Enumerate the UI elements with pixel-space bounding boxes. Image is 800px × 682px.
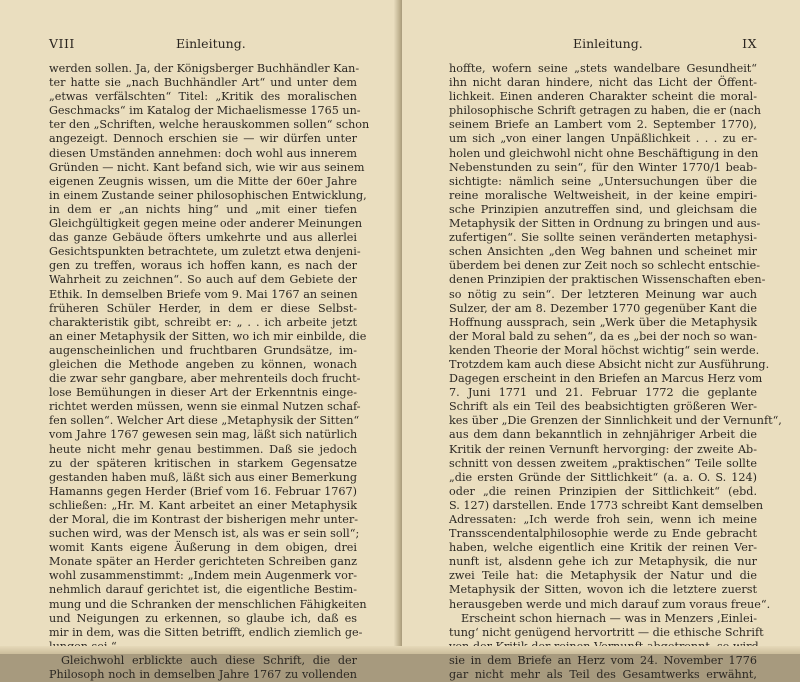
text-line: sie in dem Briefe an Herz vom 24. November 1776 bbox=[449, 653, 757, 667]
text-line: oder „die reinen Prinzipien der Sittlichkeit“ (ebd. bbox=[449, 484, 757, 498]
text-line: charakteristik gibt, schreibt er: „ . . ich arbeite jetzt bbox=[49, 315, 357, 329]
text-line: herausgeben werde und mich darauf zum voraus freue“. bbox=[449, 597, 771, 611]
text-line: ihn nicht daran hindere, nicht das Licht der Öffent- bbox=[449, 76, 757, 90]
text-line: heute nicht mehr genau bestimmen. Daß sie jedoch bbox=[49, 442, 357, 456]
text-line: sche Prinzipien anzutreffen sind, und gleichsam die bbox=[449, 202, 757, 216]
text-line: kes über „Die Grenzen der Sinnlichkeit und der Vernunft“, bbox=[449, 414, 782, 428]
text-line: Adressaten: „Ich werde froh sein, wenn ich meine bbox=[449, 513, 757, 526]
left-page-number: VIII bbox=[49, 36, 75, 51]
text-line: lose Bemühungen in dieser Art der Erkenntnis einge- bbox=[49, 386, 357, 400]
text-line: an einer Metaphysik der Sitten, wo ich mir einbilde, die bbox=[49, 329, 367, 343]
text-line: eigenen Zeugnis wissen, um die Mitte der 60er Jahre bbox=[49, 174, 357, 188]
text-line: Kritik der reinen Vernunft hervorging: der zweite Ab- bbox=[449, 442, 757, 456]
text-line: Gründen — nicht. Kant befand sich, wie wir aus seinem bbox=[49, 160, 365, 174]
text-line: früheren Schüler Herder, in dem er diese Selbst- bbox=[49, 301, 357, 315]
text-line: nunft ist, alsdenn gehe ich zur Metaphysik, die nur bbox=[449, 555, 757, 569]
right-page-body bbox=[449, 62, 782, 682]
text-line: in einem Zustande seiner philosophischen Entwicklung, bbox=[49, 188, 367, 202]
text-line: ter den „Schriften, welche herauskommen sollen“ schon bbox=[49, 118, 370, 132]
text-line: 7. Juni 1771 und 21. Februar 1772 die geplante bbox=[449, 386, 757, 400]
text-line: Erscheint schon hiernach — was in Menzers ‚Einlei- bbox=[461, 611, 757, 625]
left-page bbox=[0, 0, 398, 682]
text-line: lichkeit. Einen anderen Charakter scheint die moral- bbox=[449, 90, 757, 104]
text-line: haben, welche eigentlich eine Kritik der reinen Ver- bbox=[449, 541, 757, 555]
text-line: zufertigen“. Sie sollte seinen veränderten metaphysi- bbox=[449, 231, 757, 245]
text-line: kenden Theorie der Moral höchst wichtig“ sein werde. bbox=[449, 343, 760, 357]
text-line: das ganze Gebäude öfters umkehrte und aus allerlei bbox=[49, 231, 357, 245]
text-line: mir in dem, was die Sitten betrifft, endlich ziemlich ge- bbox=[49, 625, 363, 639]
text-line: Gesichtspunkten betrachtete, um zuletzt etwa denjeni- bbox=[49, 245, 361, 259]
text-line: schnitt von dessen zweitem „praktischen“ Teile sollte bbox=[449, 456, 757, 470]
text-line: augenscheinlichen und fruchtbaren Grundsätze, im- bbox=[49, 343, 357, 357]
left-page-header bbox=[49, 36, 357, 52]
text-line: gen zu treffen, woraus ich hoffen kann, es nach der bbox=[49, 259, 357, 273]
text-line: hoffte, wofern seine „stets wandelbare Gesundheit“ bbox=[449, 62, 757, 75]
text-line: suchen wird, was der Mensch ist, als was er sein soll“; bbox=[49, 527, 360, 541]
text-line: der Moral bald zu sehen“, da es „bei der noch so wan- bbox=[449, 329, 757, 343]
text-line: Monate später an Herder gerichteten Schreiben ganz bbox=[49, 555, 357, 569]
text-line: überdem bei denen zur Zeit noch so schlecht entschie- bbox=[449, 259, 761, 273]
text-line: Ethik. In demselben Briefe vom 9. Mai 1767 an seinen bbox=[49, 287, 358, 301]
text-line: so nötig zu sein“. Der letzteren Meinung war auch bbox=[449, 287, 757, 301]
right-page bbox=[402, 0, 800, 682]
text-line: Philosoph noch in demselben Jahre 1767 zu vollenden bbox=[49, 668, 357, 682]
text-line: „etwas verfälschten“ Titel: „Kritik des moralischen bbox=[49, 90, 357, 104]
text-line: Wahrheit zu zeichnen“. So auch auf dem Gebiete der bbox=[49, 273, 357, 287]
text-line: werden sollen. Ja, der Königsberger Buchhändler Kan- bbox=[49, 62, 360, 75]
text-line: ter hatte sie „nach Buchhändler Art“ und unter dem bbox=[49, 76, 357, 90]
text-line: Hoffnung aussprach, sein „Werk über die Metaphysik bbox=[449, 315, 757, 329]
right-running-head: Einleitung. bbox=[573, 36, 643, 51]
text-line: schließen: „Hr. M. Kant arbeitet an einer Metaphysik bbox=[49, 498, 357, 512]
text-line: gar nicht mehr als Teil des Gesamtwerks erwähnt, bbox=[449, 668, 757, 682]
text-line: Metaphysik der Sitten, wovon ich die letztere zuerst bbox=[449, 583, 757, 597]
text-line: gestanden haben muß, läßt sich aus einer Bemerkung bbox=[49, 470, 357, 484]
left-page-body bbox=[49, 62, 370, 682]
text-line: zu der späteren kritischen in starkem Gegensatze bbox=[49, 456, 357, 470]
text-line: gleichen die Methode angeben zu können, wonach bbox=[49, 357, 357, 371]
text-line: aus dem dann bekanntlich in zehnjähriger Arbeit die bbox=[449, 428, 757, 442]
text-line: reine moralische Weltweisheit, in der keine empiri- bbox=[449, 188, 757, 202]
text-line: schen Ansichten „den Weg bahnen und scheinet mir bbox=[449, 245, 757, 259]
right-page-header bbox=[449, 36, 757, 52]
text-line: der Moral, die im Kontrast der bisherigen mehr unter- bbox=[49, 513, 359, 526]
text-line: womit Kants eigene Äußerung in dem obigen, drei bbox=[49, 541, 357, 555]
text-line: Gleichgültigkeit gegen meine oder anderer Meinungen bbox=[49, 217, 363, 231]
text-line: Transscendentalphilosophie werde zu Ende gebracht bbox=[449, 527, 757, 541]
text-line: diesen Umständen annehmen: doch wohl aus innerem bbox=[49, 146, 357, 160]
text-line: Hamanns gegen Herder (Brief vom 16. Februar 1767) bbox=[49, 484, 357, 498]
text-line: angezeigt. Dennoch erschien sie — wir dürfen unter bbox=[49, 132, 357, 146]
text-line: S. 127) darstellen. Ende 1773 schreibt Kant demselben bbox=[449, 498, 764, 512]
text-line: fen sollen“. Welcher Art diese „Metaphysik der Sitten“ bbox=[49, 414, 360, 428]
text-line: in dem er „an nichts hing“ und „mit einer tiefen bbox=[49, 202, 357, 216]
text-line: Trotzdem kam auch diese Absicht nicht zur Ausführung. bbox=[449, 357, 770, 371]
text-line: Sulzer, der am 8. Dezember 1770 gegenüber Kant die bbox=[449, 301, 757, 315]
text-line: philosophische Schrift getragen zu haben, die er (nach bbox=[449, 104, 761, 118]
text-line: „die ersten Gründe der Sittlichkeit“ (a. a. O. S. 124) bbox=[449, 470, 757, 484]
text-line: denen Prinzipien der praktischen Wissenschaften eben- bbox=[449, 273, 766, 287]
page-bottom-edge bbox=[0, 646, 800, 654]
text-line: Nebenstunden zu sein“, für den Winter 1770/1 beab- bbox=[449, 160, 757, 174]
left-running-head: Einleitung. bbox=[176, 36, 246, 51]
text-line: Dagegen erscheint in den Briefen an Marcus Herz vom bbox=[449, 372, 763, 386]
text-line: vom Jahre 1767 gewesen sein mag, läßt sich natürlich bbox=[49, 428, 358, 442]
text-line: nehmlich darauf gerichtet ist, die eigentliche Bestim- bbox=[49, 583, 357, 597]
right-page-number: IX bbox=[742, 36, 757, 51]
text-line: die zwar sehr gangbare, aber mehrenteils doch frucht- bbox=[49, 372, 361, 386]
text-line: seinem Briefe an Lambert vom 2. September 1770), bbox=[449, 118, 757, 132]
text-line: und Neigungen zu erkennen, so glaube ich, daß es bbox=[49, 611, 357, 625]
text-line: Schrift als ein Teil des beabsichtigten größeren Wer- bbox=[449, 400, 757, 414]
text-line: richtet werden müssen, wenn sie einmal Nutzen schaf- bbox=[49, 400, 361, 414]
text-line: Geschmacks“ im Katalog der Michaelismesse 1765 un- bbox=[49, 104, 361, 118]
text-line: tung‘ nicht genügend hervortritt — die ethische Schrift bbox=[449, 625, 764, 639]
text-line: wohl zusammenstimmt: „Indem mein Augenmerk vor- bbox=[49, 569, 357, 583]
text-line: sichtigte: nämlich seine „Untersuchungen über die bbox=[449, 174, 757, 188]
text-line: zwei Teile hat: die Metaphysik der Natur und die bbox=[449, 569, 757, 583]
text-line: holen und gleichwohl nicht ohne Beschäftigung in den bbox=[449, 146, 759, 160]
text-line: um sich „von einer langen Unpäßlichkeit . . . zu er- bbox=[449, 132, 757, 146]
text-line: mung und die Schranken der menschlichen Fähigkeiten bbox=[49, 597, 367, 611]
text-line: Gleichwohl erblickte auch diese Schrift, die der bbox=[61, 653, 357, 667]
text-line: Metaphysik der Sitten in Ordnung zu bringen und aus- bbox=[449, 217, 761, 231]
